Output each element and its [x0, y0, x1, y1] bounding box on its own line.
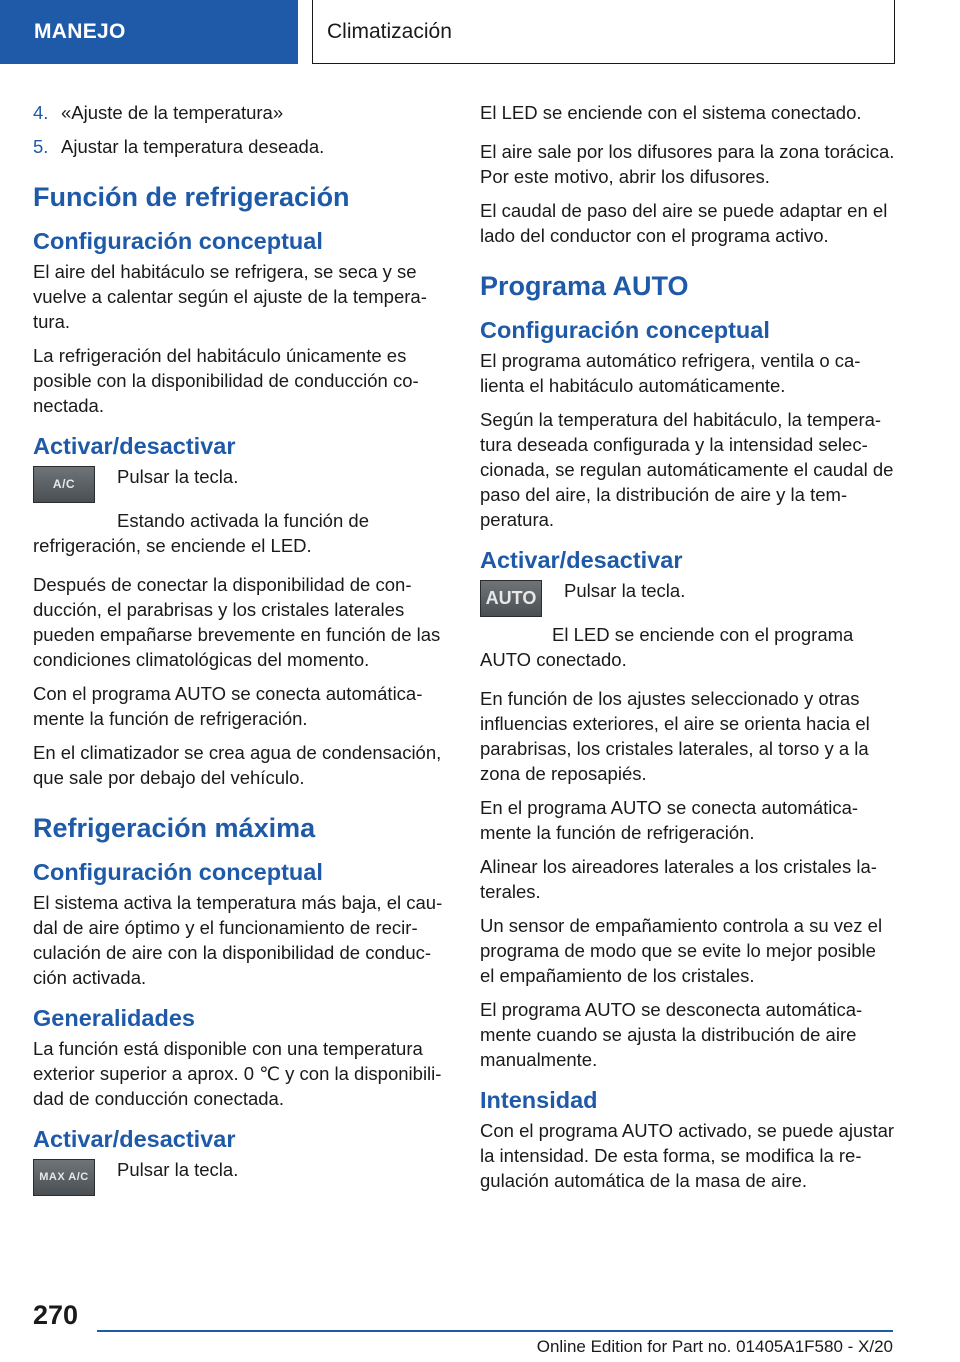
paragraph: Después de conectar la disponibilidad de conducción, el parabrisas y los cristales laterales pueden empañarse brevemente en función de las condiciones climatológicas del momento. [33, 574, 441, 670]
list-item [33, 134, 448, 159]
step-number: 5. [33, 136, 49, 157]
right-column [480, 100, 895, 1202]
auto-key-icon [480, 580, 542, 617]
key-label: A/C [52, 477, 76, 491]
key-label: MAX A/C [39, 1171, 89, 1183]
heading-refrigeracion-maxima: Refrigeración máxima [33, 813, 316, 843]
heading-intensidad: Intensidad [480, 1087, 598, 1113]
key-label: AUTO [485, 588, 537, 608]
heading-configuracion: Configuración conceptual [480, 317, 770, 343]
heading-activar: Activar/desactivar [33, 1126, 236, 1152]
paragraph: La refrigeración del habitáculo únicamente es posible con la disponibilidad de conducción conectada. [33, 345, 419, 416]
paragraph: Pulsar la tecla. [117, 1159, 239, 1180]
paragraph: La función está disponible con una temperatura exterior superior a aprox. 0 ℃ y con la disponibilidad de conducción conectada. [33, 1038, 442, 1109]
paragraph: Según la temperatura del habitáculo, la temperatura deseada configurada y la intensidad seleccionada, se regulan automáticamente el caudal de paso del aire, la distribución de aire y la temperatura. [480, 409, 894, 530]
paragraph: Pulsar la tecla. [564, 580, 686, 601]
heading-configuracion: Configuración conceptual [33, 228, 323, 254]
paragraph: El LED se enciende con el sistema conectado. [480, 102, 862, 123]
heading-programa-auto: Programa AUTO [480, 271, 689, 301]
footer-divider [97, 1330, 893, 1332]
chapter-title: Climatización [327, 19, 452, 43]
chapter-header [312, 0, 895, 64]
paragraph: En función de los ajustes seleccionado y otras influencias exteriores, el aire se orienta hacia el parabrisas, los cristales laterales, al torso y a la zona de reposapiés. [480, 688, 870, 784]
step-text: Ajustar la temperatura deseada. [61, 136, 325, 157]
section-tab [0, 0, 298, 64]
paragraph: El caudal de paso del aire se puede adaptar en el lado del conductor con el programa activo. [480, 200, 888, 246]
paragraph: Alinear los aireadores laterales a los cristales laterales. [480, 856, 877, 902]
paragraph: El programa automático refrigera, ventila o calienta el habitáculo automáticamente. [480, 350, 861, 396]
page-number: 270 [33, 1300, 79, 1330]
paragraph: El sistema activa la temperatura más baja, el caudal de aire óptimo y el funcionamiento de recirculación de aire con la disponibilidad de conducción activada. [33, 892, 443, 988]
heading-refrigeracion: Función de refrigeración [33, 182, 350, 212]
step-text: «Ajuste de la temperatura» [61, 102, 284, 123]
ac-key-icon [33, 466, 95, 503]
edition-note: Online Edition for Part no. 01405A1F580 - X/20 [536, 1337, 893, 1356]
heading-activar: Activar/desactivar [33, 433, 236, 459]
section-title: MANEJO [34, 20, 126, 43]
paragraph: Estando activada la función de refrigeración, se enciende el LED. [33, 510, 369, 556]
paragraph: Con el programa AUTO se conecta automáticamente la función de refrigeración. [33, 683, 423, 729]
step-number: 4. [33, 102, 49, 123]
key-instruction [33, 464, 448, 503]
paragraph: Pulsar la tecla. [117, 466, 239, 487]
paragraph: En el programa AUTO se conecta automáticamente la función de refrigeración. [480, 797, 859, 843]
heading-generalidades: Generalidades [33, 1005, 195, 1031]
paragraph: Un sensor de empañamiento controla a su vez el programa de modo que se evite lo mejor posible el empañamiento de los cristales. [480, 915, 883, 986]
paragraph: El aire del habitáculo se refrigera, se seca y se vuelve a calentar según el ajuste de la temperatura. [33, 261, 427, 332]
key-instruction [33, 1157, 448, 1196]
key-instruction [480, 578, 895, 617]
paragraph: El aire sale por los difusores para la zona torácica. Por este motivo, abrir los difusores. [480, 141, 895, 187]
paragraph: Con el programa AUTO activado, se puede ajustar la intensidad. De esta forma, se modifica la regulación automática de la masa de aire. [480, 1120, 895, 1191]
paragraph: El programa AUTO se desconecta automáticamente cuando se ajusta la distribución de aire manualmente. [480, 999, 863, 1070]
paragraph: El LED se enciende con el programa AUTO conectado. [480, 624, 854, 670]
left-column [33, 100, 448, 1205]
heading-activar: Activar/desactivar [480, 547, 683, 573]
paragraph: En el climatizador se crea agua de condensación, que sale por debajo del vehículo. [33, 742, 442, 788]
heading-configuracion: Configuración conceptual [33, 859, 323, 885]
max-ac-key-icon [33, 1159, 95, 1196]
list-item [33, 100, 448, 125]
